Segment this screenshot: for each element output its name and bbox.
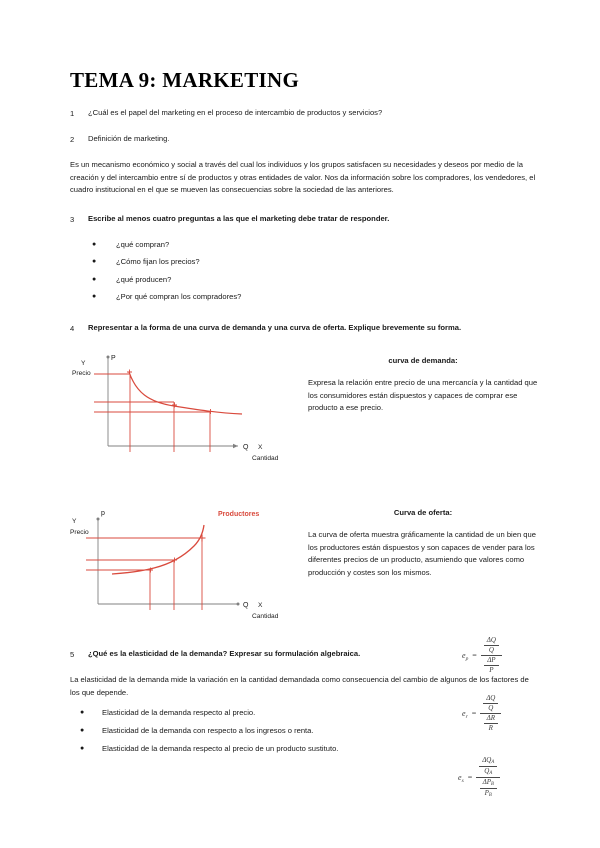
list-item-label: Elasticidad de la demanda respecto al precio de un producto sustituto. [102, 744, 339, 754]
supply-axis-x-symbol: Q [243, 602, 249, 610]
list-item-label: Elasticidad de la demanda respecto al precio. [102, 708, 256, 718]
question-text: Escribe al menos cuatro preguntas a las que el marketing debe tratar de responder. [88, 213, 390, 223]
supply-axis-y-letter: Y [72, 518, 77, 526]
list-item-label: ¿Por qué compran los compradores? [116, 292, 242, 302]
supply-series-label: Productores [218, 511, 260, 519]
formula-denominator: $\frac{\Delta R}{R}$ [480, 714, 501, 733]
formula-denominator: $\frac{\Delta P}{P}$ [481, 656, 502, 675]
formula-equals: = [471, 709, 477, 718]
supply-axis-x-label: Cantidad [252, 613, 279, 621]
bullet-icon: ● [92, 275, 97, 283]
question-number: 2 [70, 135, 75, 144]
formula-lhs: $e_p$ [462, 651, 469, 662]
demand-description-body: Expresa la relación entre precio de una mercancía y la cantidad que los consumidores están dispuestos y capaces de comprar ese producto a ese precio. [308, 378, 538, 413]
question-text: Representar a la forma de una curva de demanda y una curva de oferta. Explique brevemente su forma. [88, 323, 462, 333]
supply-axis-y-label: Precio [70, 529, 89, 537]
question-text: ¿Qué es la elasticidad de la demanda? Expresar su formulación algebraica. [88, 649, 361, 659]
formula-fraction [476, 756, 500, 799]
demand-axis-x-letter: X [258, 444, 263, 452]
formula-cross-elasticity [458, 756, 500, 799]
marketing-questions-list [70, 239, 538, 303]
demand-axis-y-symbol: P [111, 355, 116, 363]
supply-axis-x-letter: X [258, 602, 263, 610]
list-item [70, 743, 538, 754]
supply-curve-description [302, 500, 538, 579]
list-item [70, 256, 538, 267]
bullet-icon: ● [80, 709, 85, 717]
demand-axis-y-label: Precio [72, 370, 91, 378]
supply-description-body: La curva de oferta muestra gráficamente la cantidad de un bien que los productores están dispuestos y son capaces de vender para los diferentes precios de un producto, asumiendo que valores como producción y costes son los mismos. [308, 530, 536, 577]
demand-curve-chart [70, 348, 302, 464]
question-text: Definición de marketing. [88, 134, 170, 143]
bullet-icon: ● [92, 293, 97, 301]
formula-numerator: $\frac{\Delta Q}{Q}$ [480, 694, 501, 714]
formula-income-elasticity [462, 694, 501, 733]
question-number: 5 [70, 650, 75, 660]
question-item-2 [70, 133, 538, 145]
list-item [70, 239, 538, 250]
bullet-icon: ● [92, 240, 97, 248]
formula-numerator: $\frac{\Delta Q}{Q}$ [481, 636, 502, 656]
demand-description-heading: curva de demanda: [388, 356, 458, 366]
question-number: 4 [70, 324, 75, 334]
supply-curve-svg [70, 500, 302, 626]
list-item-label: Elasticidad de la demanda con respecto a los ingresos o renta. [102, 726, 314, 736]
formula-fraction [480, 694, 501, 733]
formula-fraction [481, 636, 502, 675]
formula-price-elasticity [462, 636, 502, 675]
supply-description-heading: Curva de oferta: [393, 508, 453, 518]
list-item-label: ¿qué producen? [116, 274, 172, 284]
question-text: ¿Cuál es el papel del marketing en el proceso de intercambio de productos y servicios? [88, 108, 383, 117]
list-item-label: ¿qué compran? [116, 239, 170, 249]
demand-axis-x-label: Cantidad [252, 455, 279, 463]
page-title: TEMA 9: MARKETING [70, 68, 300, 92]
definition-paragraph: Es un mecanismo económico y social a través del cual los individuos y los grupos satisfacen su necesidades y deseos por medio de la creación y del intercambio entre sí de productos y otras entidades de valor. Nos da información sobre los compradores, los vendedores, el cuadro institucional en el que se mueven las consecuencias sobre la sociedad de las anteriores. [70, 160, 536, 195]
demand-curve-svg [70, 348, 302, 464]
bullet-icon: ● [80, 745, 85, 753]
formula-equals: = [472, 651, 477, 660]
formula-denominator: $\frac{\Delta P_B}{P_B}$ [476, 778, 500, 799]
question-number: 1 [70, 109, 75, 118]
list-item [70, 291, 538, 302]
bullet-icon: ● [92, 258, 97, 266]
question-item-4 [70, 322, 538, 334]
bullet-icon: ● [80, 727, 85, 735]
demand-axis-y-letter: Y [81, 360, 86, 368]
formula-lhs: $e_r$ [462, 709, 468, 720]
demand-axis-x-symbol: Q [243, 444, 249, 452]
list-item [70, 274, 538, 285]
question-item-3 [70, 213, 538, 225]
demand-curve-description [302, 348, 538, 414]
formula-equals: = [467, 773, 473, 782]
supply-curve-chart [70, 500, 302, 626]
supply-axis-y-symbol: p [101, 510, 105, 518]
question-number: 3 [70, 214, 75, 224]
formula-lhs: $e_s$ [458, 773, 464, 784]
supply-curve-figure [70, 500, 538, 626]
list-item-label: ¿Cómo fijan los precios? [116, 257, 200, 267]
question-item-1 [70, 107, 538, 119]
demand-curve-figure [70, 348, 538, 464]
formula-numerator: $\frac{\Delta Q_A}{Q_A}$ [476, 756, 500, 778]
elasticity-intro-paragraph: La elasticidad de la demanda mide la variación en la cantidad demandada como consecuencia del cambio de algunos de los factores de los que depende. [70, 675, 529, 697]
